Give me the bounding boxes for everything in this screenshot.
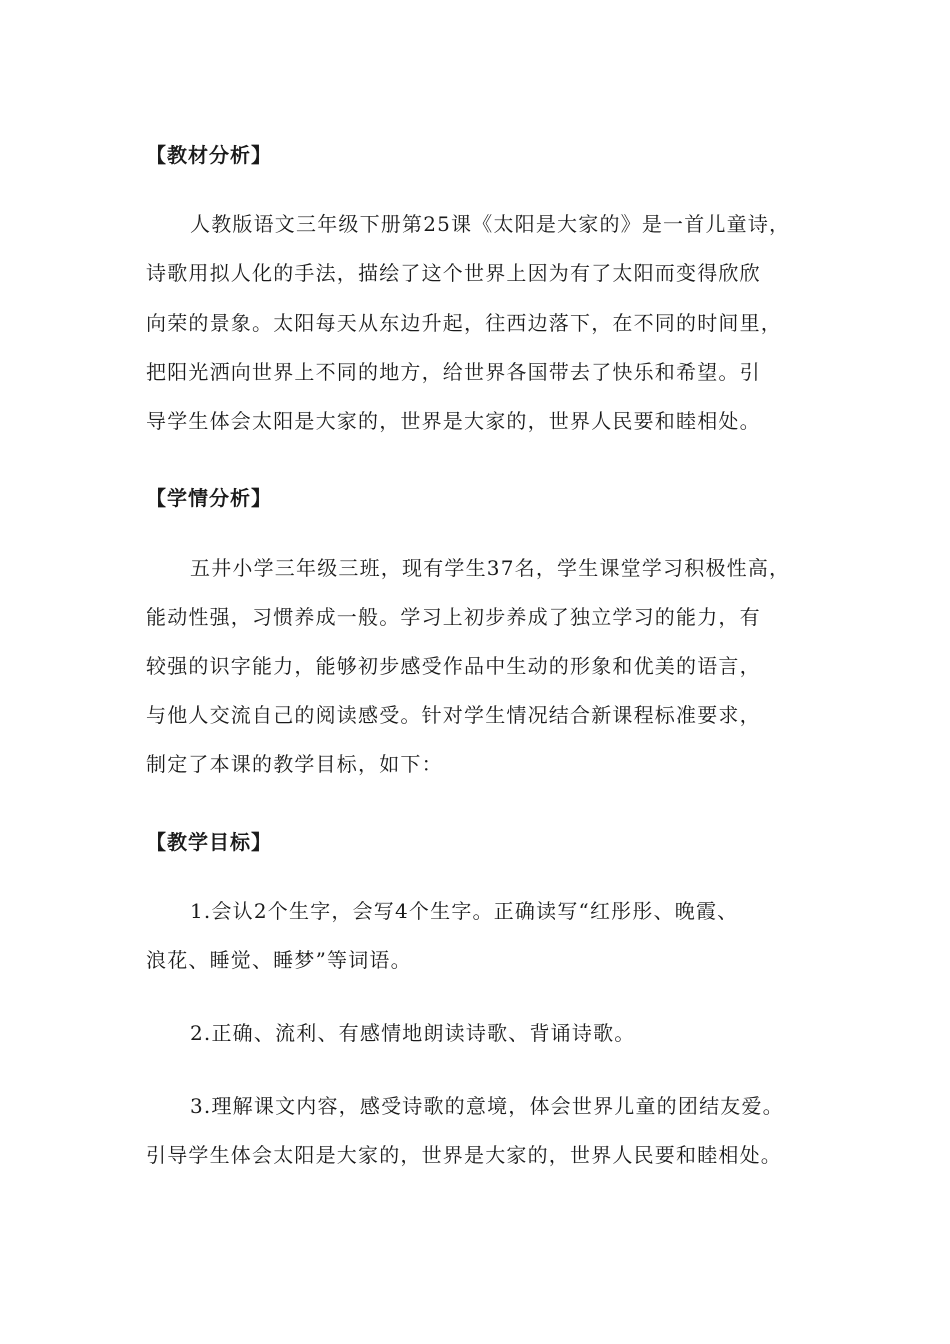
paragraph-line: 诗歌用拟人化的手法，描绘了这个世界上因为有了太阳而变得欣欣: [146, 261, 761, 285]
paragraph-line: 导学生体会太阳是大家的，世界是大家的，世界人民要和睦相处。: [146, 409, 761, 433]
paragraph-line: 较强的识字能力，能够初步感受作品中生动的形象和优美的语言，: [146, 654, 761, 678]
goal-item-line: 引导学生体会太阳是大家的，世界是大家的，世界人民要和睦相处。: [146, 1143, 782, 1167]
paragraph-line: 制定了本课的教学目标，如下：: [146, 752, 443, 776]
paragraph-line: 向荣的景象。太阳每天从东边升起，往西边落下，在不同的时间里，: [146, 311, 782, 335]
goal-item-line: 浪花、睡觉、睡梦”等词语。: [146, 948, 412, 972]
goal-item-line: 2.正确、流利、有感情地朗读诗歌、背诵诗歌。: [190, 1021, 636, 1045]
paragraph-line: 人教版语文三年级下册第25课《太阳是大家的》是一首儿童诗，: [190, 212, 791, 236]
goal-item-line: 3.理解课文内容，感受诗歌的意境，体会世界儿童的团结友爱。: [190, 1094, 784, 1118]
section-heading-textbook-analysis: 【教材分析】: [146, 143, 272, 167]
section-heading-student-analysis: 【学情分析】: [146, 486, 272, 510]
section-heading-teaching-goals: 【教学目标】: [146, 830, 272, 854]
paragraph-line: 与他人交流自己的阅读感受。针对学生情况结合新课程标准要求，: [146, 703, 761, 727]
paragraph-line: 五井小学三年级三班，现有学生37名，学生课堂学习积极性高，: [190, 556, 791, 580]
paragraph-line: 把阳光洒向世界上不同的地方，给世界各国带去了快乐和希望。引: [146, 360, 761, 384]
goal-item-line: 1.会认2个生字，会写4个生字。正确读写“红彤彤、晚霞、: [190, 899, 739, 923]
paragraph-line: 能动性强，习惯养成一般。学习上初步养成了独立学习的能力，有: [146, 605, 761, 629]
